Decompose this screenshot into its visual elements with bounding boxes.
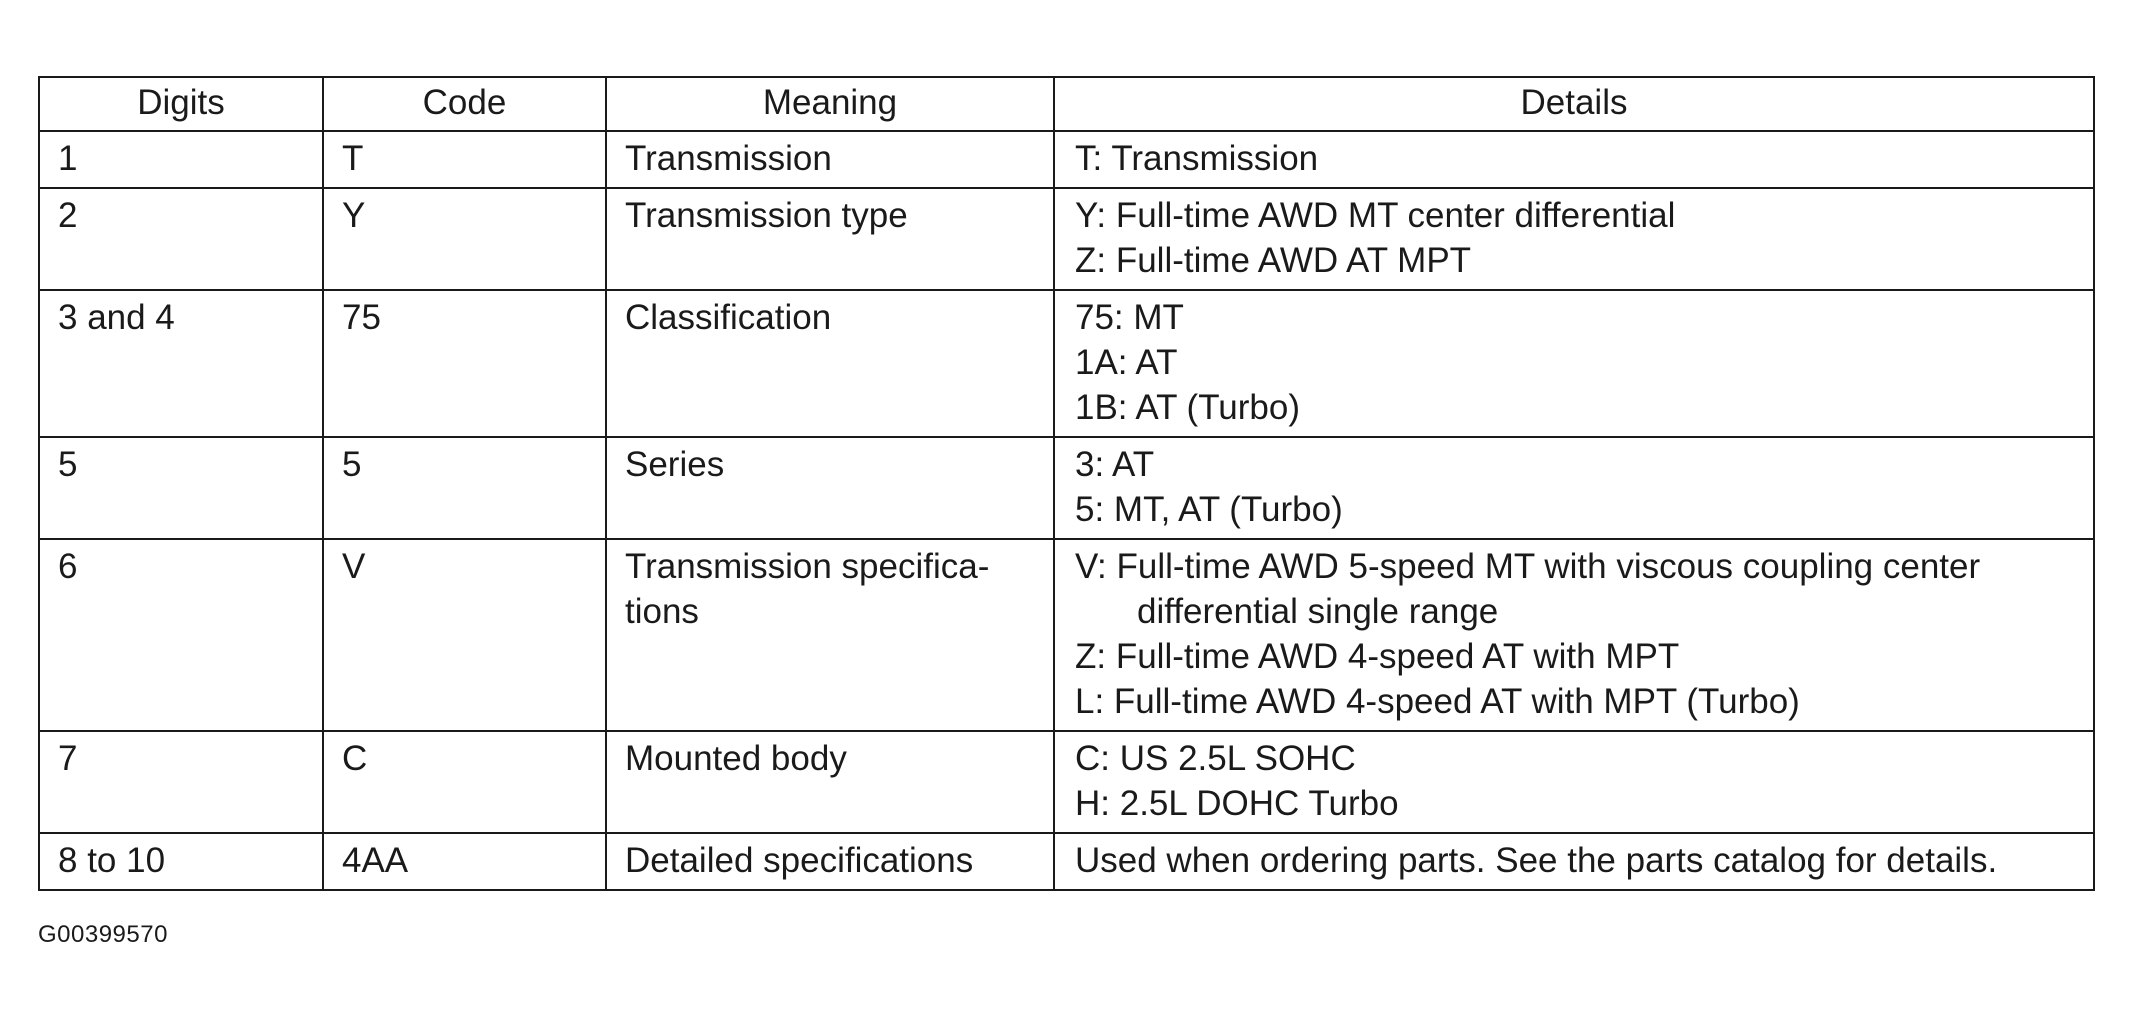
digits-cell: 7 xyxy=(39,731,323,833)
details-cell xyxy=(1054,290,2094,437)
details-cell xyxy=(1054,731,2094,833)
code-cell: Y xyxy=(323,188,606,290)
meaning-text: Transmission type xyxy=(625,196,908,235)
table-row xyxy=(39,539,2094,731)
code-cell: V xyxy=(323,539,606,731)
detail-line: 1B: AT (Turbo) xyxy=(1075,388,1300,427)
details-cell xyxy=(1054,131,2094,188)
meaning-cell xyxy=(606,833,1054,890)
meaning-text: Mounted body xyxy=(625,739,847,778)
detail-line: L: Full-time AWD 4-speed AT with MPT (Turbo) xyxy=(1075,682,1800,721)
column-header-details: Details xyxy=(1054,77,2094,131)
detail-line: Z: Full-time AWD AT MPT xyxy=(1075,241,1472,280)
digits-cell: 6 xyxy=(39,539,323,731)
detail-line: T: Transmission xyxy=(1075,139,1319,178)
details-cell xyxy=(1054,437,2094,539)
code-cell: T xyxy=(323,131,606,188)
table-row xyxy=(39,188,2094,290)
code-cell: 75 xyxy=(323,290,606,437)
detail-line: 1A: AT xyxy=(1075,343,1178,382)
meaning-text: Series xyxy=(625,445,725,484)
code-cell: 4AA xyxy=(323,833,606,890)
meaning-text: Detailed specifications xyxy=(625,841,974,880)
detail-line: V: Full-time AWD 5-speed MT with viscous coupling center xyxy=(1075,547,1981,586)
meaning-text: Transmission specifica- tions xyxy=(625,547,990,631)
column-header-code: Code xyxy=(323,77,606,131)
details-cell xyxy=(1054,539,2094,731)
table-row xyxy=(39,731,2094,833)
meaning-cell xyxy=(606,539,1054,731)
column-header-meaning: Meaning xyxy=(606,77,1054,131)
detail-line: differential single range xyxy=(1137,592,1499,631)
table-body xyxy=(39,131,2094,890)
meaning-cell xyxy=(606,188,1054,290)
column-header-digits: Digits xyxy=(39,77,323,131)
details-cell xyxy=(1054,833,2094,890)
table-row xyxy=(39,290,2094,437)
detail-line: Used when ordering parts. See the parts catalog for details. xyxy=(1075,841,1998,880)
code-cell: C xyxy=(323,731,606,833)
detail-line: 3: AT xyxy=(1075,445,1155,484)
meaning-text: Classification xyxy=(625,298,832,337)
digits-cell: 2 xyxy=(39,188,323,290)
detail-line: C: US 2.5L SOHC xyxy=(1075,739,1356,778)
table-header-row xyxy=(39,77,2094,131)
meaning-cell xyxy=(606,731,1054,833)
digits-cell: 3 and 4 xyxy=(39,290,323,437)
meaning-cell xyxy=(606,437,1054,539)
digits-cell: 1 xyxy=(39,131,323,188)
digits-cell: 5 xyxy=(39,437,323,539)
code-cell: 5 xyxy=(323,437,606,539)
digits-cell: 8 to 10 xyxy=(39,833,323,890)
figure-id: G00399570 xyxy=(38,921,168,948)
details-cell xyxy=(1054,188,2094,290)
detail-line: H: 2.5L DOHC Turbo xyxy=(1075,784,1399,823)
detail-line: Y: Full-time AWD MT center differential xyxy=(1075,196,1676,235)
detail-line: 5: MT, AT (Turbo) xyxy=(1075,490,1343,529)
table-row xyxy=(39,131,2094,188)
table-row xyxy=(39,833,2094,890)
transmission-code-table xyxy=(38,76,2095,891)
meaning-text: Transmission xyxy=(625,139,832,178)
meaning-cell xyxy=(606,290,1054,437)
detail-line: 75: MT xyxy=(1075,298,1184,337)
detail-line: Z: Full-time AWD 4-speed AT with MPT xyxy=(1075,637,1680,676)
meaning-cell xyxy=(606,131,1054,188)
table-row xyxy=(39,437,2094,539)
